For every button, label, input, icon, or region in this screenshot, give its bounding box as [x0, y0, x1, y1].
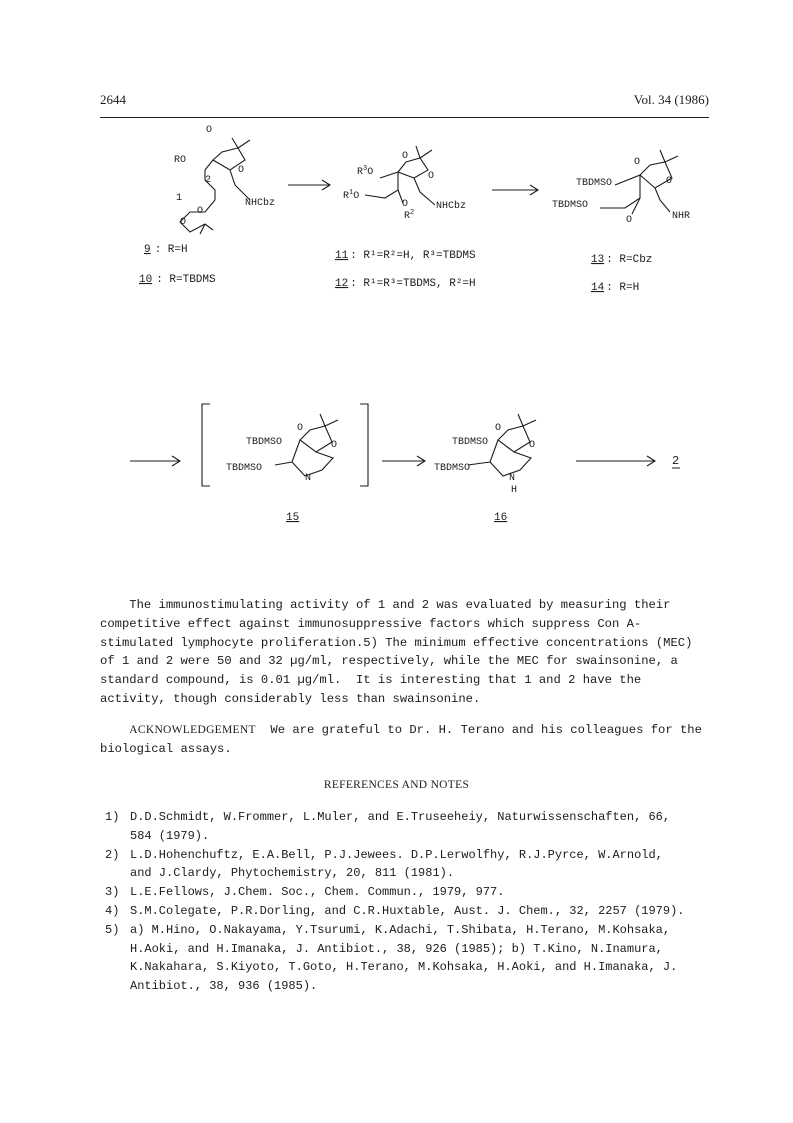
arrow-5 [576, 456, 655, 466]
compound-11-12-structure [365, 146, 435, 205]
ack-line-1: We are grateful to Dr. H. Terano and his colleagues for the [255, 723, 702, 737]
label-13-num: 13 [591, 254, 605, 266]
bracket-left [202, 404, 210, 486]
reference-line: 584 (1979). [130, 828, 210, 843]
svg-text:9: R=H [144, 244, 188, 256]
reference-line: a) M.Hino, O.Nakayama, Y.Tsurumi, K.Adachi, T.Shibata, H.Terano, M.Kohsaka, [130, 922, 671, 937]
c13-tbdmso-1: TBDMSO [576, 178, 613, 189]
reference-line: K.Nakahara, S.Kiyoto, T.Goto, H.Terano, M.Kohsaka, H.Aoki, and H.Imanaka, J. [130, 960, 678, 975]
references-title: REFERENCES AND NOTES [323, 779, 470, 791]
svg-text:O: O [666, 176, 673, 187]
label-10-text: : R=TBDMS [156, 274, 216, 286]
svg-text:R1O: $R^1O$ [343, 189, 360, 202]
ack-heading: ACKNOWLEDGEMENT [129, 724, 256, 736]
arrow-3 [130, 456, 180, 466]
reference-number: 4) [105, 903, 120, 918]
label-16-num: 16 [494, 512, 508, 524]
c15-tbdmso-2: TBDMSO [226, 463, 263, 474]
label-15-num: 15 [286, 512, 300, 524]
p1-line: competitive effect against immunosuppressive factors which suppress Con A- [100, 616, 642, 631]
p1-line: stimulated lymphocyte proliferation.5) The minimum effective concentrations (MEC) [100, 635, 693, 650]
svg-text:O: O [238, 165, 245, 176]
svg-text:11: R¹=R²=H, R³=TBDMS [335, 250, 476, 262]
svg-text:O: O [297, 423, 304, 434]
svg-text:H: H [511, 485, 518, 496]
c9-num1: 1 [176, 193, 183, 204]
reference-line: S.M.Colegate, P.R.Dorling, and C.R.Huxtable, Aust. J. Chem., 32, 2257 (1979). [130, 903, 685, 918]
reference-number: 3) [105, 885, 120, 900]
svg-text:13: R=Cbz [591, 254, 652, 266]
label-14-text: : R=H [606, 282, 640, 294]
svg-text:O: O [402, 151, 409, 162]
arrow-4 [382, 456, 425, 466]
p1-line: standard compound, is 0.01 µg/ml. It is interesting that 1 and 2 have the [100, 673, 642, 688]
reference-item [100, 808, 720, 846]
reference-number: 1) [105, 810, 120, 824]
svg-text:O: O [197, 206, 204, 217]
svg-text:N: N [509, 473, 516, 484]
c15-tbdmso-1: TBDMSO [246, 437, 283, 448]
c13-tbdmso-2: TBDMSO [552, 200, 589, 211]
svg-text:14: R=H [591, 282, 639, 294]
bracket-right [360, 404, 368, 486]
reference-line: Antibiot., 38, 936 (1985). [130, 979, 318, 994]
svg-text:R2: $R^2$ [404, 209, 415, 222]
reference-number: 5) [105, 922, 120, 937]
reference-line: H.Aoki, and H.Imanaka, J. Antibiot., 38, 926 (1985); b) T.Kino, N.Inamura, [130, 941, 663, 956]
svg-text:O: O [206, 125, 213, 136]
label-12-num: 12 [335, 278, 349, 290]
label-11-num: 11 [335, 250, 349, 262]
label-9-num: 9 [144, 244, 151, 256]
svg-text:O: O [428, 171, 435, 182]
body-paragraph [100, 596, 710, 709]
label-13-text: : R=Cbz [606, 254, 653, 266]
svg-text:O: O [495, 423, 502, 434]
svg-text:10: R=TBDMS [139, 274, 216, 286]
references-list [100, 808, 720, 996]
svg-text:O: O [529, 440, 536, 451]
svg-text:O: O [626, 215, 633, 226]
volume-info: Vol. 34 (1986) [633, 92, 709, 107]
reference-number: 2) [105, 847, 120, 862]
reference-item [100, 883, 720, 902]
page-number: 2644 [100, 92, 126, 107]
reaction-scheme [0, 0, 793, 560]
reference-item [100, 846, 720, 884]
compound-labels [139, 244, 652, 524]
c13-nhr-text: NHR [672, 211, 691, 222]
label-14-num: 14 [591, 282, 605, 294]
svg-text:12: R¹=R³=TBDMS, R²=H [335, 278, 476, 290]
compound-9-10-structure [180, 138, 250, 234]
p1-line: The immunostimulating activity of 1 and 2 was evaluated by measuring their [100, 598, 671, 612]
c16-tbdmso-2: TBDMSO [434, 463, 471, 474]
reference-item [100, 902, 720, 921]
reference-item [100, 921, 720, 996]
label-9-text: : R=H [154, 244, 188, 256]
acknowledgement [100, 721, 710, 759]
reference-line: and J.Clardy, Phytochemistry, 20, 811 (1981). [130, 866, 455, 881]
label-11-text: : R¹=R²=H, R³=TBDMS [350, 250, 476, 262]
reference-line: L.D.Hohenchuftz, E.A.Bell, P.J.Jewees. D.P.Lerwolfhy, R.J.Pyrce, W.Arnold, [130, 847, 663, 862]
svg-text:O: O [402, 199, 409, 210]
label-10-num: 10 [139, 274, 153, 286]
c16-tbdmso-1: TBDMSO [452, 437, 489, 448]
p1-line: of 1 and 2 were 50 and 32 µg/ml, respectively, while the MEC for swainsonine, a [100, 654, 678, 669]
reference-line: D.D.Schmidt, W.Frommer, L.Muler, and E.Truseeheiy, Naturwissenschaften, 66, [130, 810, 671, 824]
p1-line: activity, though considerably less than swainsonine. [100, 691, 481, 706]
arrow-2 [492, 185, 538, 195]
svg-text:O: O [634, 157, 641, 168]
reference-line: L.E.Fellows, J.Chem. Soc., Chem. Commun., 1979, 977. [130, 885, 505, 900]
c9-num2: 2 [205, 175, 212, 186]
svg-text:O: O [180, 217, 187, 228]
c9-nhcbz-text: NHCbz [245, 198, 276, 209]
final-product-2: 2 [672, 454, 680, 468]
c11-nhcbz-text: NHCbz [436, 201, 467, 212]
compound-15-structure [275, 414, 338, 476]
svg-text:N: N [305, 473, 312, 484]
svg-text:R3O: $R^3O$ [357, 165, 374, 178]
svg-text:O: O [331, 440, 338, 451]
c9-ro-text: RO [174, 155, 187, 166]
ack-line-2: biological assays. [100, 741, 232, 756]
arrow-1 [288, 180, 330, 190]
label-12-text: : R¹=R³=TBDMS, R²=H [350, 278, 476, 290]
